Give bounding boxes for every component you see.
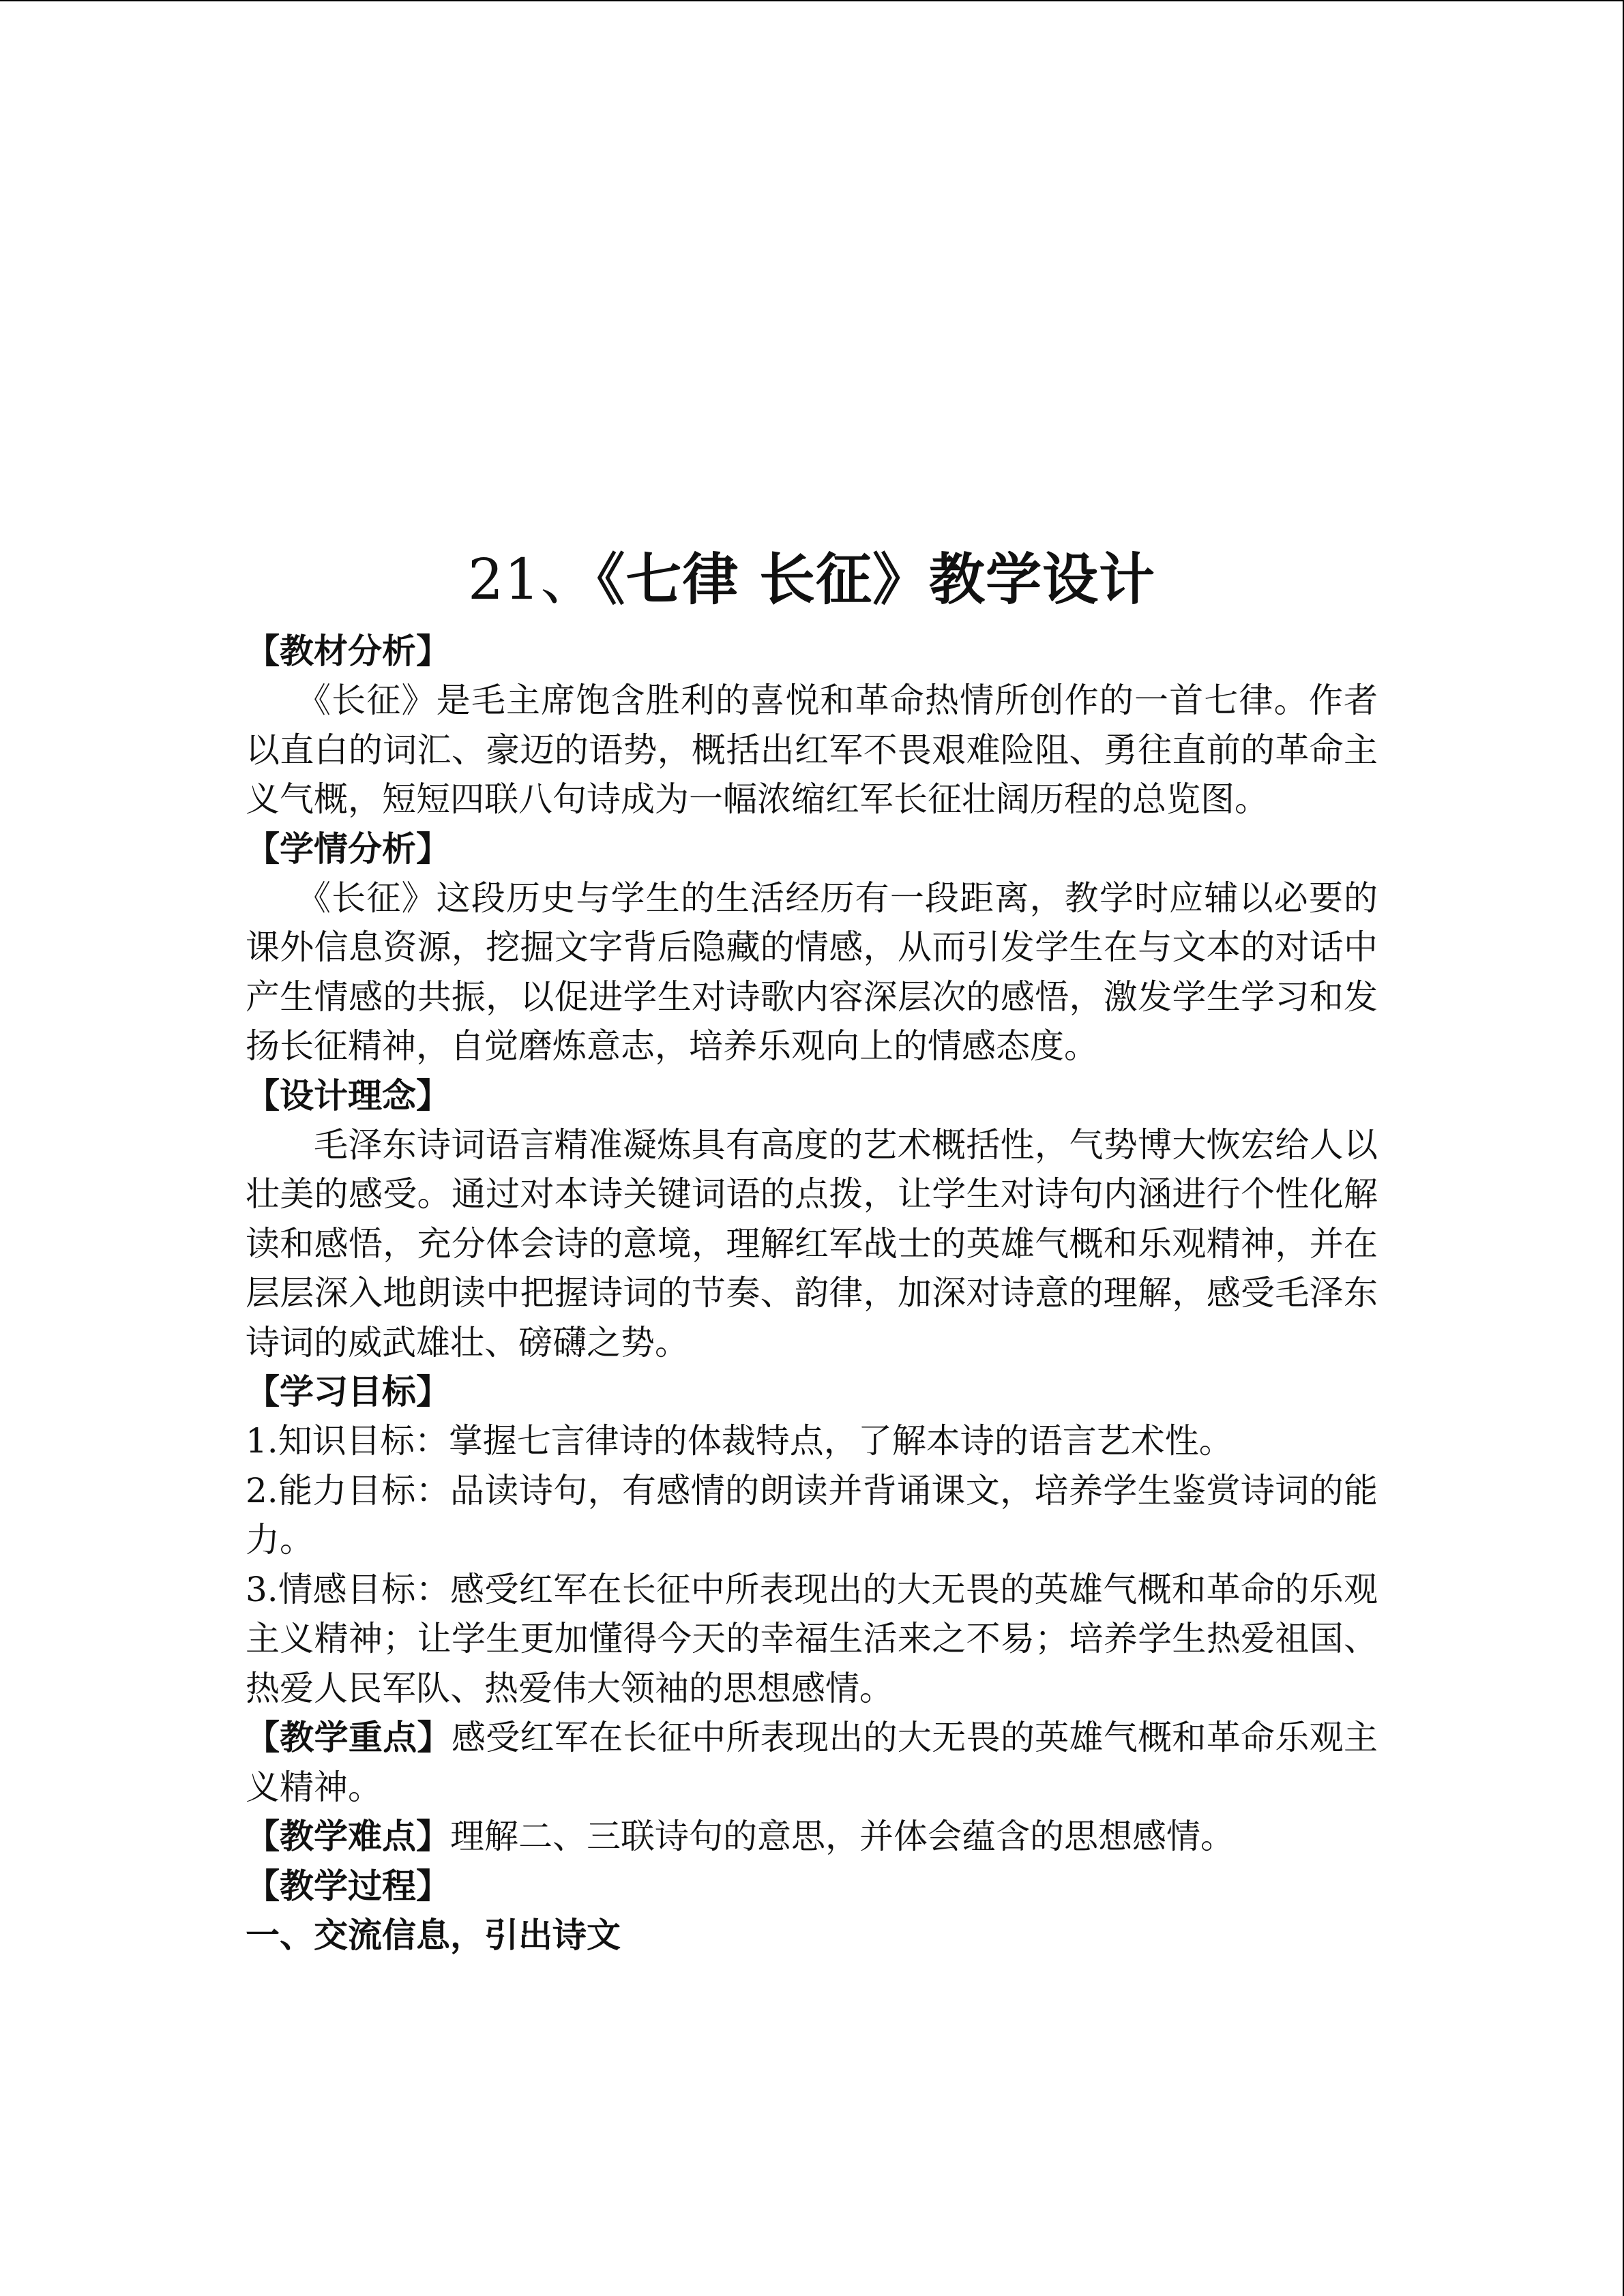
key-points-paragraph [246, 1713, 1378, 1812]
page-top-border [0, 0, 1624, 1]
goal-item-ability: 2.能力目标：品读诗句，有感情的朗读并背诵课文，培养学生鉴赏诗词的能力。 [246, 1470, 1378, 1560]
title-number: 21、 [468, 548, 597, 612]
goal-item-emotion: 3.情感目标：感受红军在长征中所表现出的大无畏的英雄气概和革命的乐观主义精神；让学生更加懂得今天的幸福生活来之不易；培养学生热爱祖国、热爱人民军队、热爱伟大领袖的思想感情。 [246, 1569, 1378, 1708]
document-title [246, 539, 1378, 621]
heading-student-analysis: 【学情分析】 [246, 829, 450, 869]
difficult-points-paragraph [246, 1812, 1378, 1862]
heading-teaching-process: 【教学过程】 [246, 1866, 450, 1906]
heading-key-points: 【教学重点】 [246, 1718, 452, 1757]
heading-difficult-points: 【教学难点】 [246, 1817, 450, 1856]
process-step-1: 一、交流信息，引出诗文 [246, 1915, 621, 1955]
key-points-body: 感受红军在长征中所表现出的大无畏的英雄气概和革命乐观主义精神。 [246, 1718, 1378, 1807]
goal-item-knowledge: 1.知识目标：掌握七言律诗的体裁特点，了解本诗的语言艺术性。 [246, 1421, 1233, 1461]
textbook-analysis-body: 《长征》是毛主席饱含胜利的喜悦和革命热情所创作的一首七律。作者以直白的词汇、豪迈的语势，概括出红军不畏艰难险阻、勇往直前的革命主义气概，短短四联八句诗成为一幅浓缩红军长征壮阔历程的总览图。 [246, 681, 1378, 819]
design-concept-body: 毛泽东诗词语言精准凝炼具有高度的艺术概括性，气势博大恢宏给人以壮美的感受。通过对本诗关键词语的点拨，让学生对诗句内涵进行个性化解读和感悟，充分体会诗的意境，理解红军战士的英雄气概和乐观精神，并在层层深入地朗读中把握诗词的节奏、韵律，加深对诗意的理解，感受毛泽东诗词的威武雄壮、磅礴之势。 [246, 1124, 1378, 1362]
heading-textbook-analysis: 【教材分析】 [246, 631, 450, 671]
student-analysis-body: 《长征》这段历史与学生的生活经历有一段距离，教学时应辅以必要的课外信息资源，挖掘文字背后隐藏的情感，从而引发学生在与文本的对话中产生情感的共振，以促进学生对诗歌内容深层次的感悟，激发学生学习和发扬长征精神，自觉磨炼意志，培养乐观向上的情感态度。 [246, 878, 1378, 1066]
document-body [246, 539, 1378, 1960]
heading-learning-goals: 【学习目标】 [246, 1372, 450, 1412]
title-text: 《七律 长征》教学设计 [597, 547, 1155, 612]
difficult-points-body: 理解二、三联诗句的意思，并体会蕴含的思想感情。 [450, 1817, 1235, 1856]
heading-design-concept: 【设计理念】 [246, 1075, 450, 1116]
